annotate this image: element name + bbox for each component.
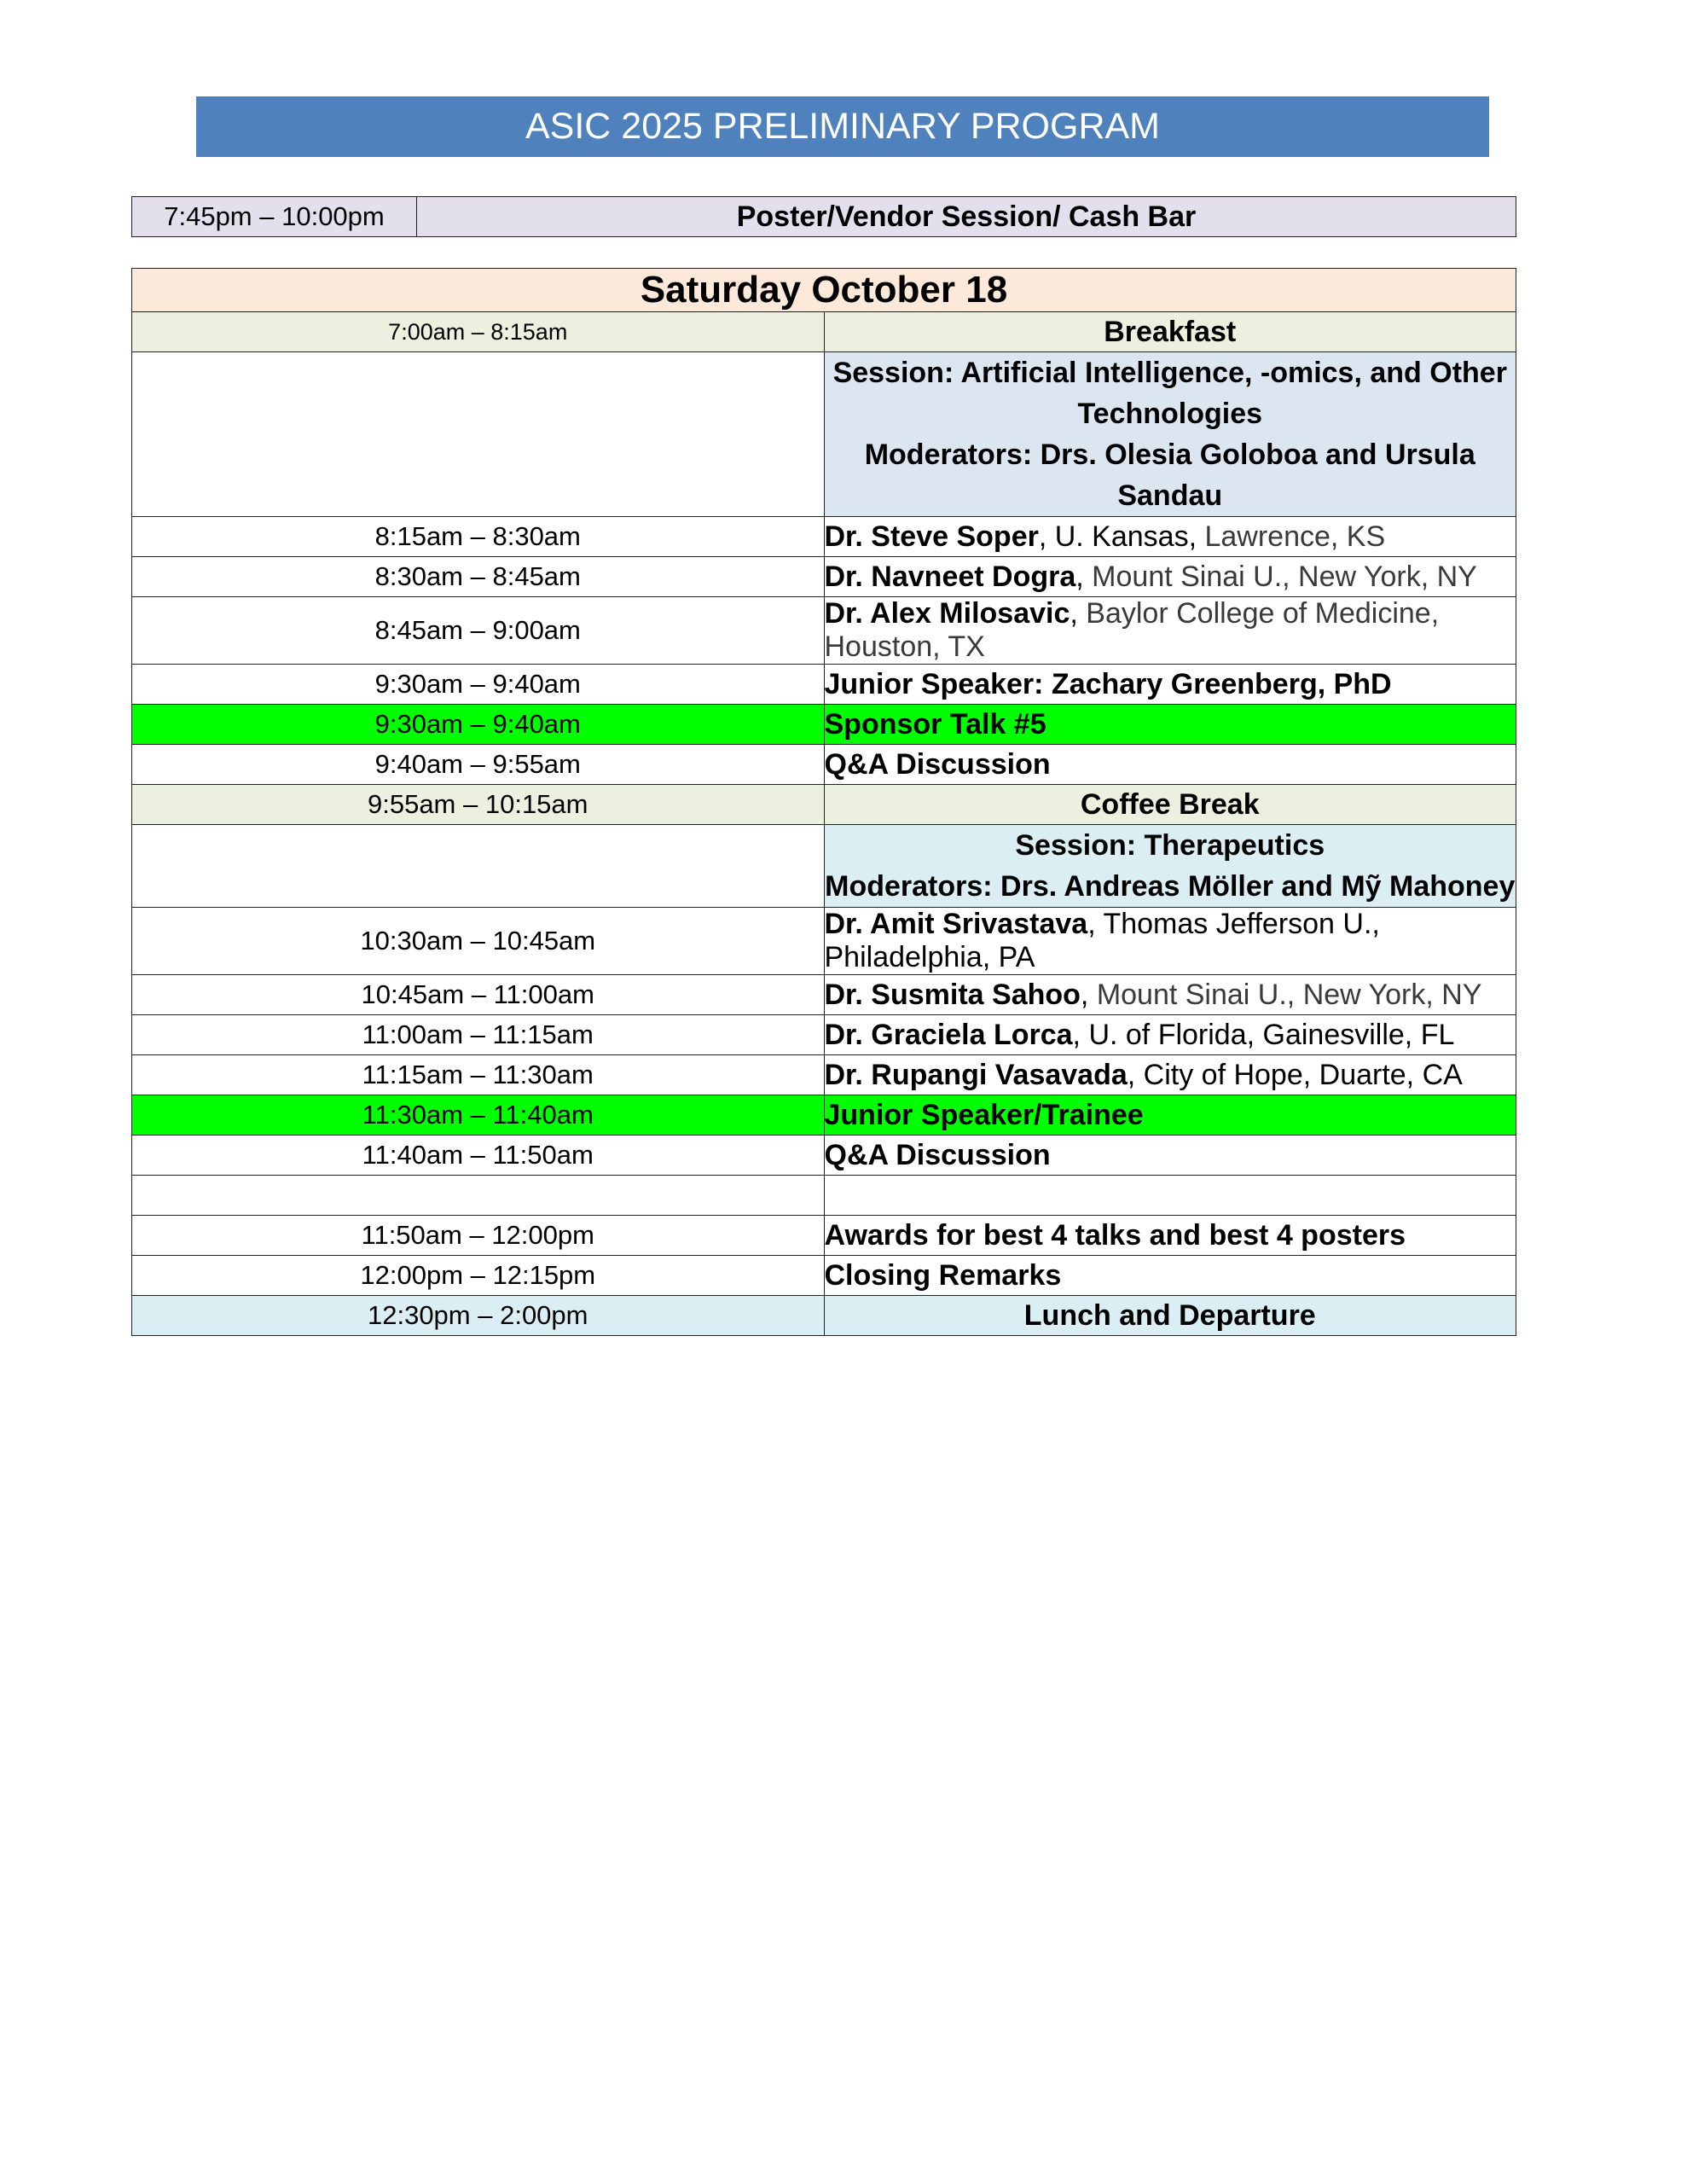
table-row — [132, 1296, 1516, 1336]
speaker-name: Dr. Amit Srivastava — [824, 908, 1088, 940]
speaker-name: Dr. Navneet Dogra — [824, 560, 1076, 593]
time-cell: 11:50am – 12:00pm — [132, 1216, 825, 1256]
table-row — [132, 908, 1516, 975]
speaker-affiliation: , — [1070, 597, 1087, 630]
speaker-affiliation: , U. of Florida, Gainesville, FL — [1072, 1018, 1455, 1051]
speaker-name: Dr. Susmita Sahoo — [824, 978, 1081, 1011]
speaker-affiliation: , City of Hope, Duarte, CA — [1127, 1058, 1463, 1091]
time-cell: 11:30am – 11:40am — [132, 1095, 825, 1136]
time-cell: 9:30am – 9:40am — [132, 665, 825, 705]
table-row — [132, 1256, 1516, 1296]
event-cell: Breakfast — [824, 312, 1516, 352]
time-cell: 11:00am – 11:15am — [132, 1015, 825, 1055]
time-cell: 12:00pm – 12:15pm — [132, 1256, 825, 1296]
speaker-location: Mount Sinai U., New York, NY — [1092, 560, 1477, 593]
time-cell: 9:30am – 9:40am — [132, 705, 825, 745]
session-cell — [824, 352, 1516, 517]
session-cell — [824, 825, 1516, 908]
time-cell: 9:40am – 9:55am — [132, 745, 825, 785]
event-cell — [824, 1176, 1516, 1216]
table-row — [132, 705, 1516, 745]
table-row — [132, 665, 1516, 705]
time-cell: 11:15am – 11:30am — [132, 1055, 825, 1095]
speaker-location: Mount Sinai U., New York, NY — [1096, 978, 1482, 1011]
speaker-affiliation: , — [1075, 560, 1093, 593]
event-cell: Sponsor Talk #5 — [824, 705, 1516, 745]
table-row — [132, 197, 1516, 237]
event-cell: Awards for best 4 talks and best 4 posters — [824, 1216, 1516, 1256]
time-cell: 11:40am – 11:50am — [132, 1136, 825, 1176]
time-cell: 9:55am – 10:15am — [132, 785, 825, 825]
table-row — [132, 1055, 1516, 1095]
table-row — [132, 312, 1516, 352]
time-cell — [132, 352, 825, 517]
event-cell: Junior Speaker: Zachary Greenberg, PhD — [824, 665, 1516, 705]
talk-cell — [824, 1055, 1516, 1095]
event-cell: Lunch and Departure — [824, 1296, 1516, 1336]
table-row — [132, 557, 1516, 597]
speaker-name: Dr. Alex Milosavic — [824, 597, 1070, 630]
talk-cell — [824, 908, 1516, 975]
session-moderators: Moderators: Drs. Olesia Goloboa and Ursula Sandau — [864, 439, 1475, 512]
friday-schedule-table — [131, 196, 1516, 237]
time-cell: 8:45am – 9:00am — [132, 597, 825, 665]
time-cell: 10:30am – 10:45am — [132, 908, 825, 975]
event-cell: Poster/Vendor Session/ Cash Bar — [417, 197, 1516, 237]
table-row — [132, 1015, 1516, 1055]
speaker-name: Dr. Graciela Lorca — [824, 1018, 1073, 1051]
session-title: Session: Artificial Intelligence, -omics, and Other Technologies — [832, 357, 1507, 430]
event-cell: Junior Speaker/Trainee — [824, 1095, 1516, 1136]
day-header-row — [132, 269, 1516, 312]
time-cell: 10:45am – 11:00am — [132, 975, 825, 1015]
event-cell: Coffee Break — [824, 785, 1516, 825]
table-row — [132, 745, 1516, 785]
session-header-row — [132, 825, 1516, 908]
empty-row — [132, 1176, 1516, 1216]
table-row — [132, 1095, 1516, 1136]
event-cell: Q&A Discussion — [824, 1136, 1516, 1176]
day-title: Saturday October 18 — [132, 269, 1516, 312]
session-header-row — [132, 352, 1516, 517]
talk-cell — [824, 517, 1516, 557]
program-title: ASIC 2025 PRELIMINARY PROGRAM — [525, 106, 1160, 147]
speaker-affiliation: , — [1080, 978, 1097, 1011]
speaker-name: Dr. Rupangi Vasavada — [824, 1058, 1128, 1091]
program-banner — [196, 96, 1489, 157]
time-cell — [132, 1176, 825, 1216]
session-title: Session: Therapeutics — [1015, 829, 1325, 862]
table-row — [132, 1136, 1516, 1176]
time-cell: 7:00am – 8:15am — [132, 312, 825, 352]
time-cell: 8:15am – 8:30am — [132, 517, 825, 557]
time-cell: 8:30am – 8:45am — [132, 557, 825, 597]
saturday-schedule-table — [131, 268, 1516, 1336]
table-row — [132, 597, 1516, 665]
speaker-location: Baylor College of Medicine, Houston, TX — [824, 597, 1440, 663]
talk-cell — [824, 597, 1516, 665]
session-moderators: Moderators: Drs. Andreas Möller and Mỹ Mahoney — [825, 870, 1516, 903]
talk-cell — [824, 557, 1516, 597]
time-cell: 12:30pm – 2:00pm — [132, 1296, 825, 1336]
speaker-name: Dr. Steve Soper — [824, 520, 1039, 553]
time-cell — [132, 825, 825, 908]
event-cell: Closing Remarks — [824, 1256, 1516, 1296]
table-row — [132, 975, 1516, 1015]
time-cell: 7:45pm – 10:00pm — [132, 197, 417, 237]
speaker-affiliation: , U. Kansas, — [1038, 520, 1205, 553]
table-row — [132, 785, 1516, 825]
talk-cell — [824, 1015, 1516, 1055]
event-cell: Q&A Discussion — [824, 745, 1516, 785]
talk-cell — [824, 975, 1516, 1015]
table-row — [132, 1216, 1516, 1256]
speaker-affiliation: , Thomas Jefferson U., Philadelphia, PA — [824, 908, 1380, 973]
table-row — [132, 517, 1516, 557]
speaker-location: Lawrence, KS — [1204, 520, 1386, 553]
